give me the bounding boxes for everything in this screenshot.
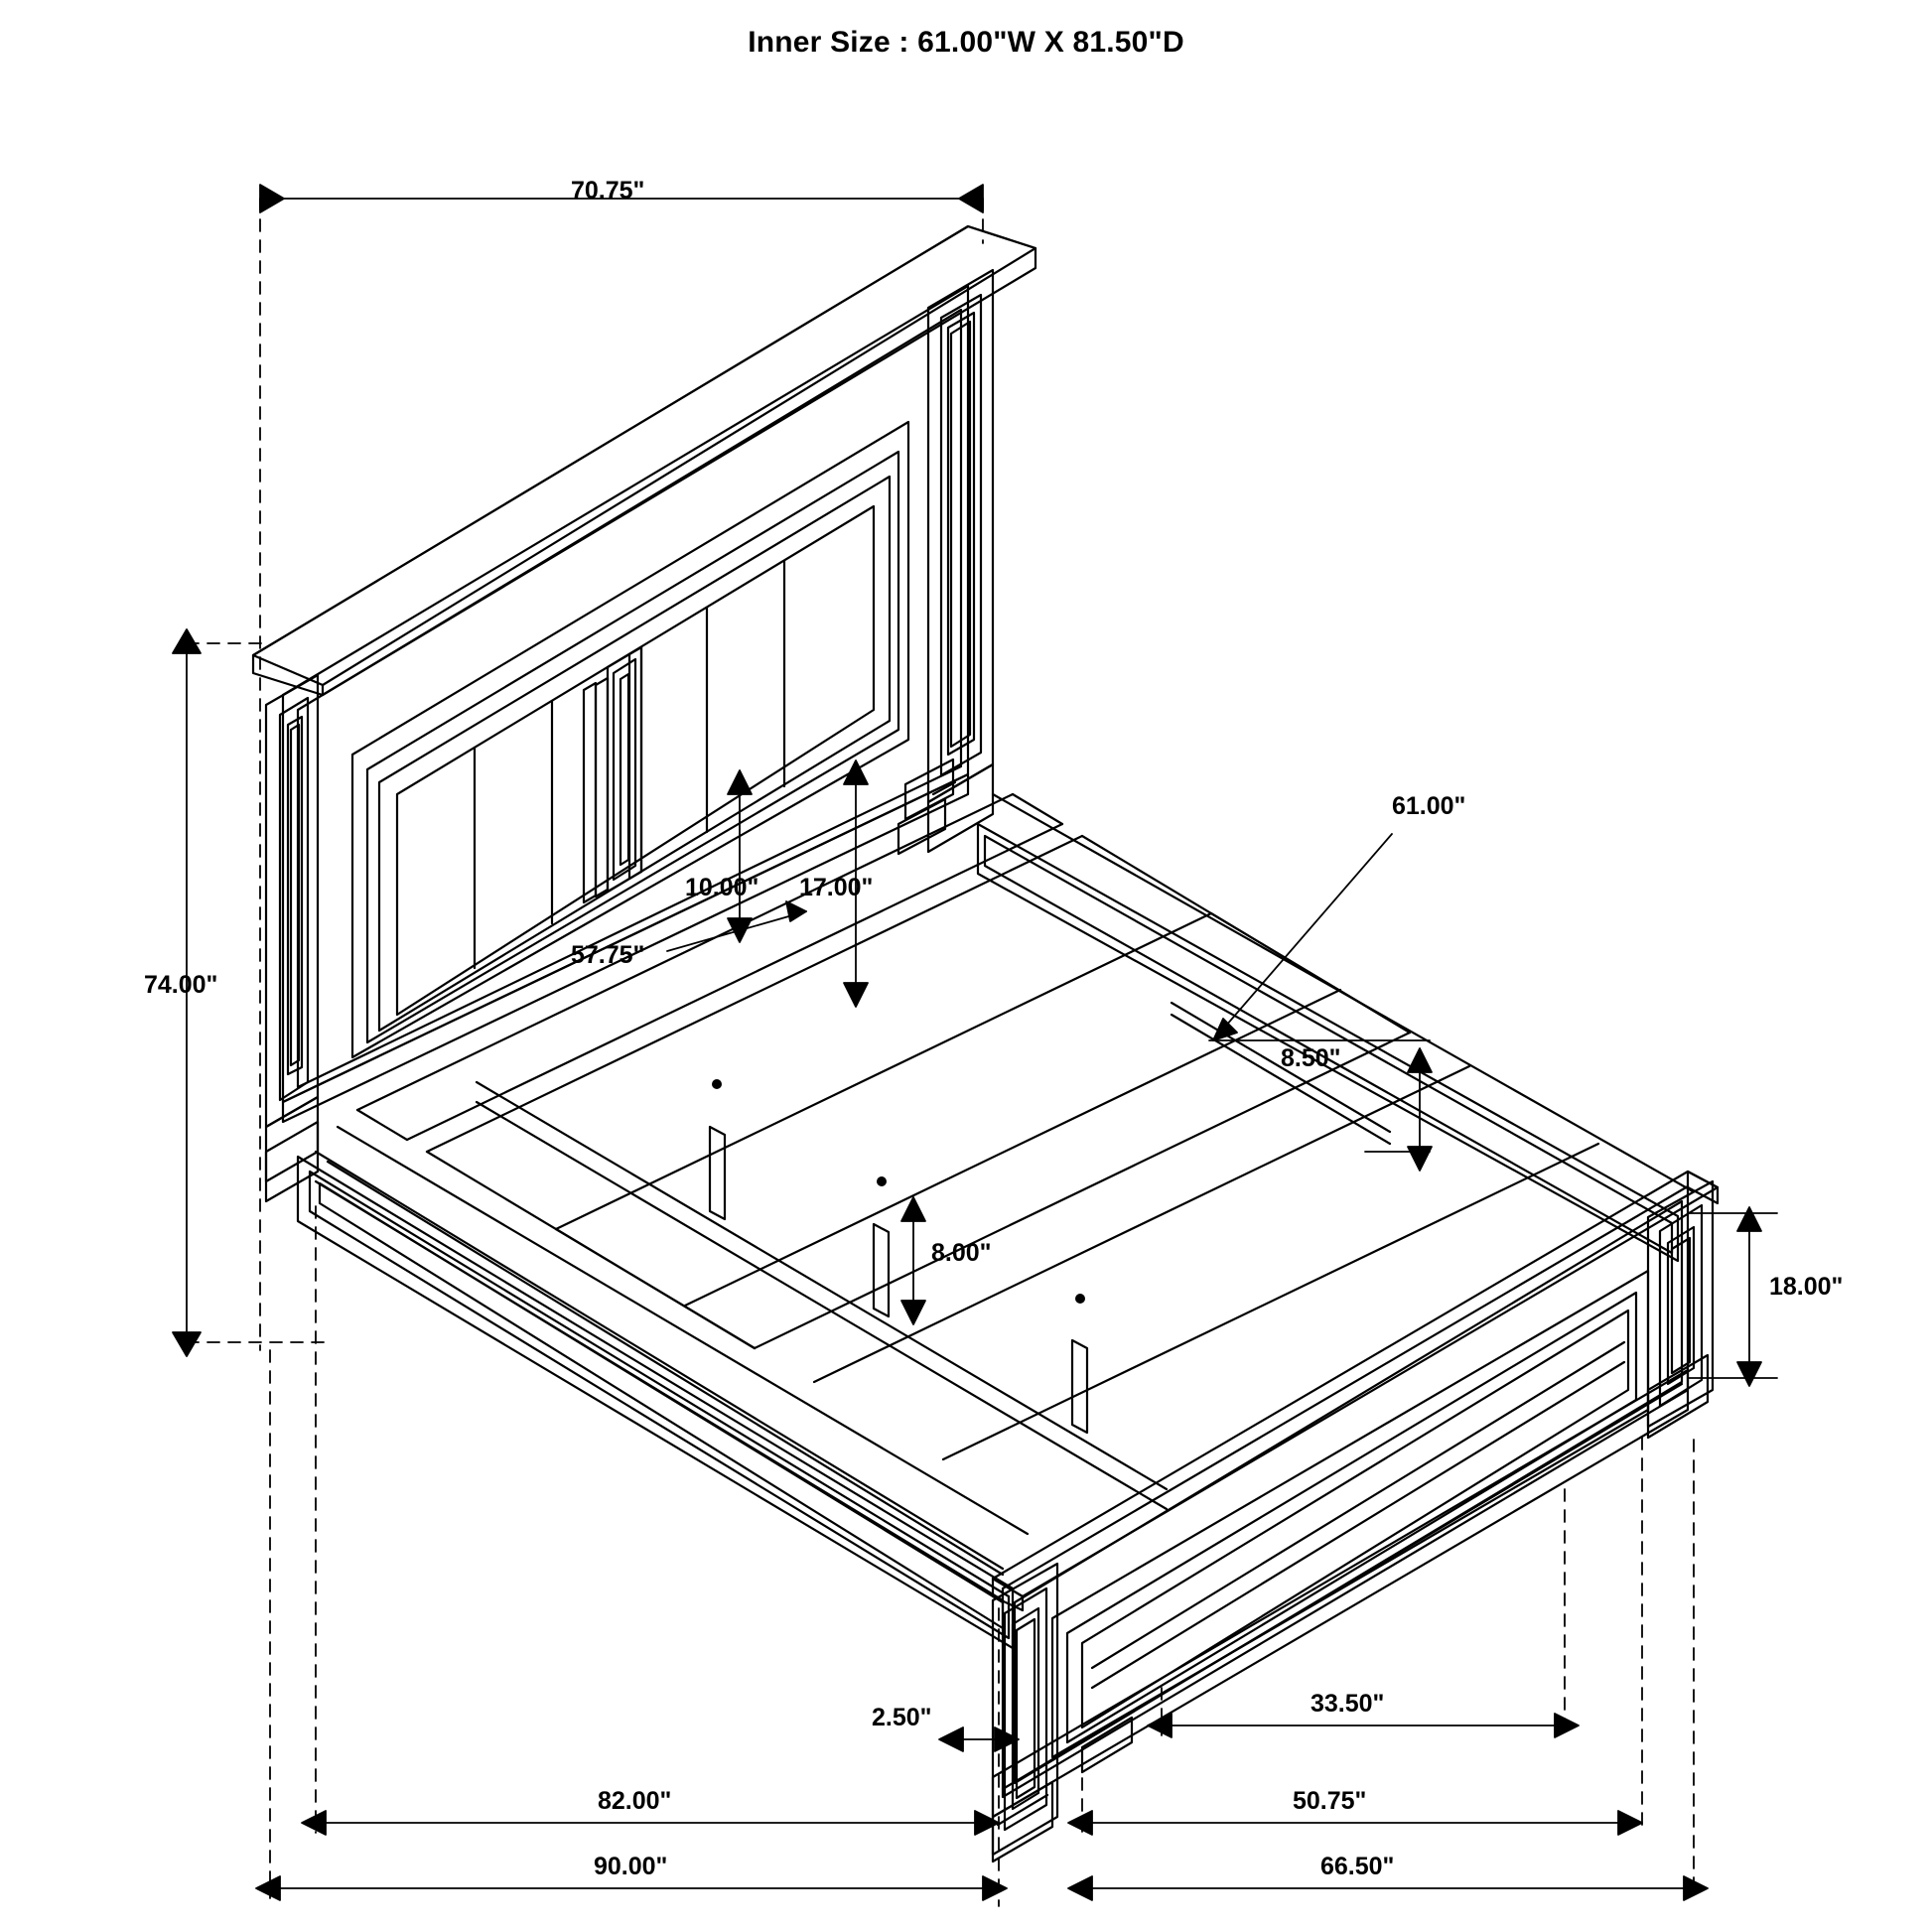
dim-label-headboard-panel-height: 17.00" xyxy=(799,874,874,901)
dim-label-footboard-panel-width: 33.50" xyxy=(1311,1690,1385,1718)
dim-label-headboard-width: 70.75" xyxy=(571,177,645,205)
dim-label-panel-inset-height: 10.00" xyxy=(685,874,759,901)
dim-label-footboard-width-inner: 50.75" xyxy=(1293,1787,1367,1815)
page-title: Inner Size : 61.00"W X 81.50"D xyxy=(748,26,1184,59)
dim-label-inner-width: 61.00" xyxy=(1392,792,1466,820)
dim-label-headboard-height: 74.00" xyxy=(144,971,218,999)
dim-label-overall-width: 66.50" xyxy=(1320,1853,1395,1880)
dim-label-overall-length: 90.00" xyxy=(594,1853,668,1880)
dim-label-footboard-height: 18.00" xyxy=(1769,1273,1844,1301)
dim-label-slat-support-height: 8.00" xyxy=(931,1239,992,1267)
dim-label-headboard-panel-width: 57.75" xyxy=(571,941,645,969)
dim-label-inner-length: 82.00" xyxy=(598,1787,672,1815)
dim-label-side-rail-height: 8.50" xyxy=(1281,1044,1341,1072)
dim-label-foot-clearance: 2.50" xyxy=(872,1704,932,1731)
